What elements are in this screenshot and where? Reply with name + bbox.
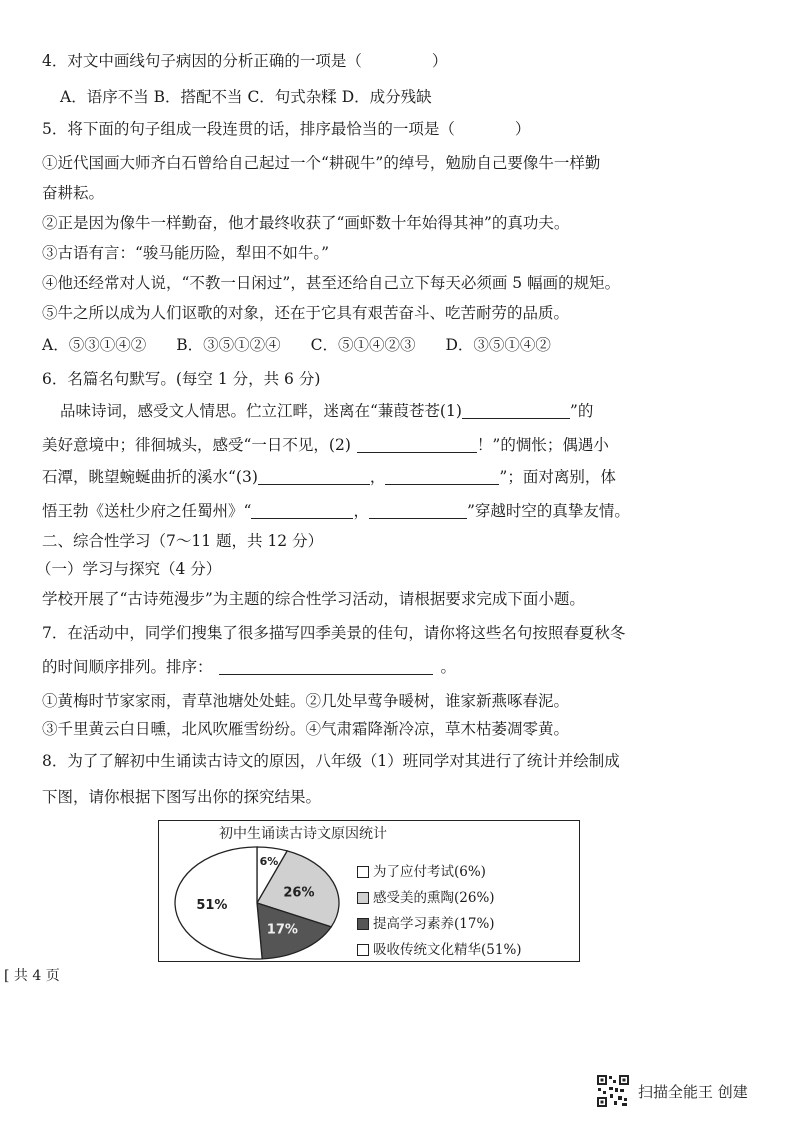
question-6-line-3: 石潭，眺望蜿蜒曲折的溪水“(3) ， ”；面对离别，体	[42, 468, 616, 486]
question-5-options	[42, 334, 754, 356]
question-7-line-1: 7．在活动中，同学们搜集了很多描写四季美景的佳句，请你将这些名句按照春夏秋冬	[42, 624, 626, 642]
pie-slice-label: 6%	[259, 855, 279, 869]
answer-blank-4[interactable]	[385, 468, 499, 485]
question-4-options: A．语序不当 B．搭配不当 C．句式杂糅 D．成分残缺	[60, 88, 432, 106]
option-a: A．⑤③①④②	[42, 336, 147, 354]
question-7-poems-2: ③千里黄云白日曛，北风吹雁雪纷纷。④气肃霜降渐冷凉，草木枯萎凋零黄。	[42, 720, 570, 738]
legend-swatch	[357, 918, 369, 930]
answer-blank-3[interactable]	[258, 468, 370, 485]
section-2-title: 二、综合性学习（7～11 题，共 12 分）	[42, 532, 324, 550]
question-6-line-2: 美好意境中；徘徊城头，感受“一日不见，(2) ！”的惆怅；偶遇小	[42, 436, 609, 454]
question-5-sentence-3: ③古语有言：“骏马能历险，犁田不如牛。”	[42, 244, 330, 262]
legend-swatch	[357, 866, 369, 878]
option-c: C．⑤①④②③	[310, 336, 416, 354]
scanner-text: 扫描全能王 创建	[638, 1082, 748, 1101]
scanner-watermark	[596, 1074, 748, 1108]
pie-chart	[159, 821, 359, 961]
option-b: B．③⑤①②④	[176, 336, 281, 354]
legend-item: 提高学习素养(17%)	[357, 911, 522, 937]
legend-item: 吸收传统文化精华(51%)	[357, 937, 522, 963]
answer-blank-1[interactable]	[462, 402, 570, 419]
chart-legend	[357, 859, 522, 963]
legend-swatch	[357, 944, 369, 956]
section-2-intro: 学校开展了“古诗苑漫步”为主题的综合性学习活动，请根据要求完成下面小题。	[42, 590, 585, 608]
answer-blank-order[interactable]	[219, 658, 433, 675]
pie-slice-label: 51%	[196, 897, 228, 913]
pie-slice-label: 26%	[283, 885, 315, 901]
chart-title: 初中生诵读古诗文原因统计	[219, 826, 387, 842]
pie-chart-box	[158, 820, 580, 962]
option-d: D．③⑤①④②	[445, 336, 551, 354]
question-8-line-2: 下图，请你根据下图写出你的探究结果。	[42, 788, 322, 806]
page-footer: [ 共 4 页	[4, 968, 60, 984]
section-2-subtitle: （一）学习与探究（4 分）	[36, 560, 222, 578]
question-5-sentence-4: ④他还经常对人说，“不教一日闲过”，甚至还给自己立下每天必须画 5 幅画的规矩。	[42, 274, 621, 292]
question-5-sentence-2: ②正是因为像牛一样勤奋，他才最终收获了“画虾数十年始得其神”的真功夫。	[42, 214, 570, 232]
qr-code-icon	[596, 1074, 630, 1108]
question-7-poems-1: ①黄梅时节家家雨，青草池塘处处蛙。②几处早莺争暖树，谁家新燕啄春泥。	[42, 692, 570, 710]
answer-blank-5[interactable]	[251, 502, 353, 519]
question-6-title: 6．名篇名句默写。(每空 1 分，共 6 分)	[42, 370, 321, 388]
question-6-line-1: 品味诗词，感受文人情思。伫立江畔，迷离在“蒹葭苍苍(1) ”的	[60, 402, 594, 420]
question-8-line-1: 8．为了了解初中生诵读古诗文的原因，八年级（1）班同学对其进行了统计并绘制成	[42, 752, 620, 770]
question-6-line-4: 悟王勃《送杜少府之任蜀州》“ ， ”穿越时空的真挚友情。	[42, 502, 630, 520]
question-4-stem: 4．对文中画线句子病因的分析正确的一项是（ ）	[42, 52, 448, 70]
question-5-sentence-1-cont: 奋耕耘。	[42, 184, 105, 202]
legend-swatch	[357, 892, 369, 904]
question-5-sentence-1: ①近代国画大师齐白石曾给自己起过一个“耕砚牛”的绰号，勉励自己要像牛一样勤	[42, 154, 601, 172]
question-5-stem: 5．将下面的句子组成一段连贯的话，排序最恰当的一项是（ ）	[42, 120, 531, 138]
answer-blank-2[interactable]	[357, 436, 477, 453]
legend-item: 为了应付考试(6%)	[357, 859, 522, 885]
question-7-line-2: 的时间顺序排列。排序： 。	[42, 658, 457, 676]
legend-item: 感受美的熏陶(26%)	[357, 885, 522, 911]
answer-blank-6[interactable]	[369, 502, 467, 519]
question-5-sentence-5: ⑤牛之所以成为人们讴歌的对象，还在于它具有艰苦奋斗、吃苦耐劳的品质。	[42, 304, 570, 322]
pie-slice-label: 17%	[266, 922, 298, 938]
